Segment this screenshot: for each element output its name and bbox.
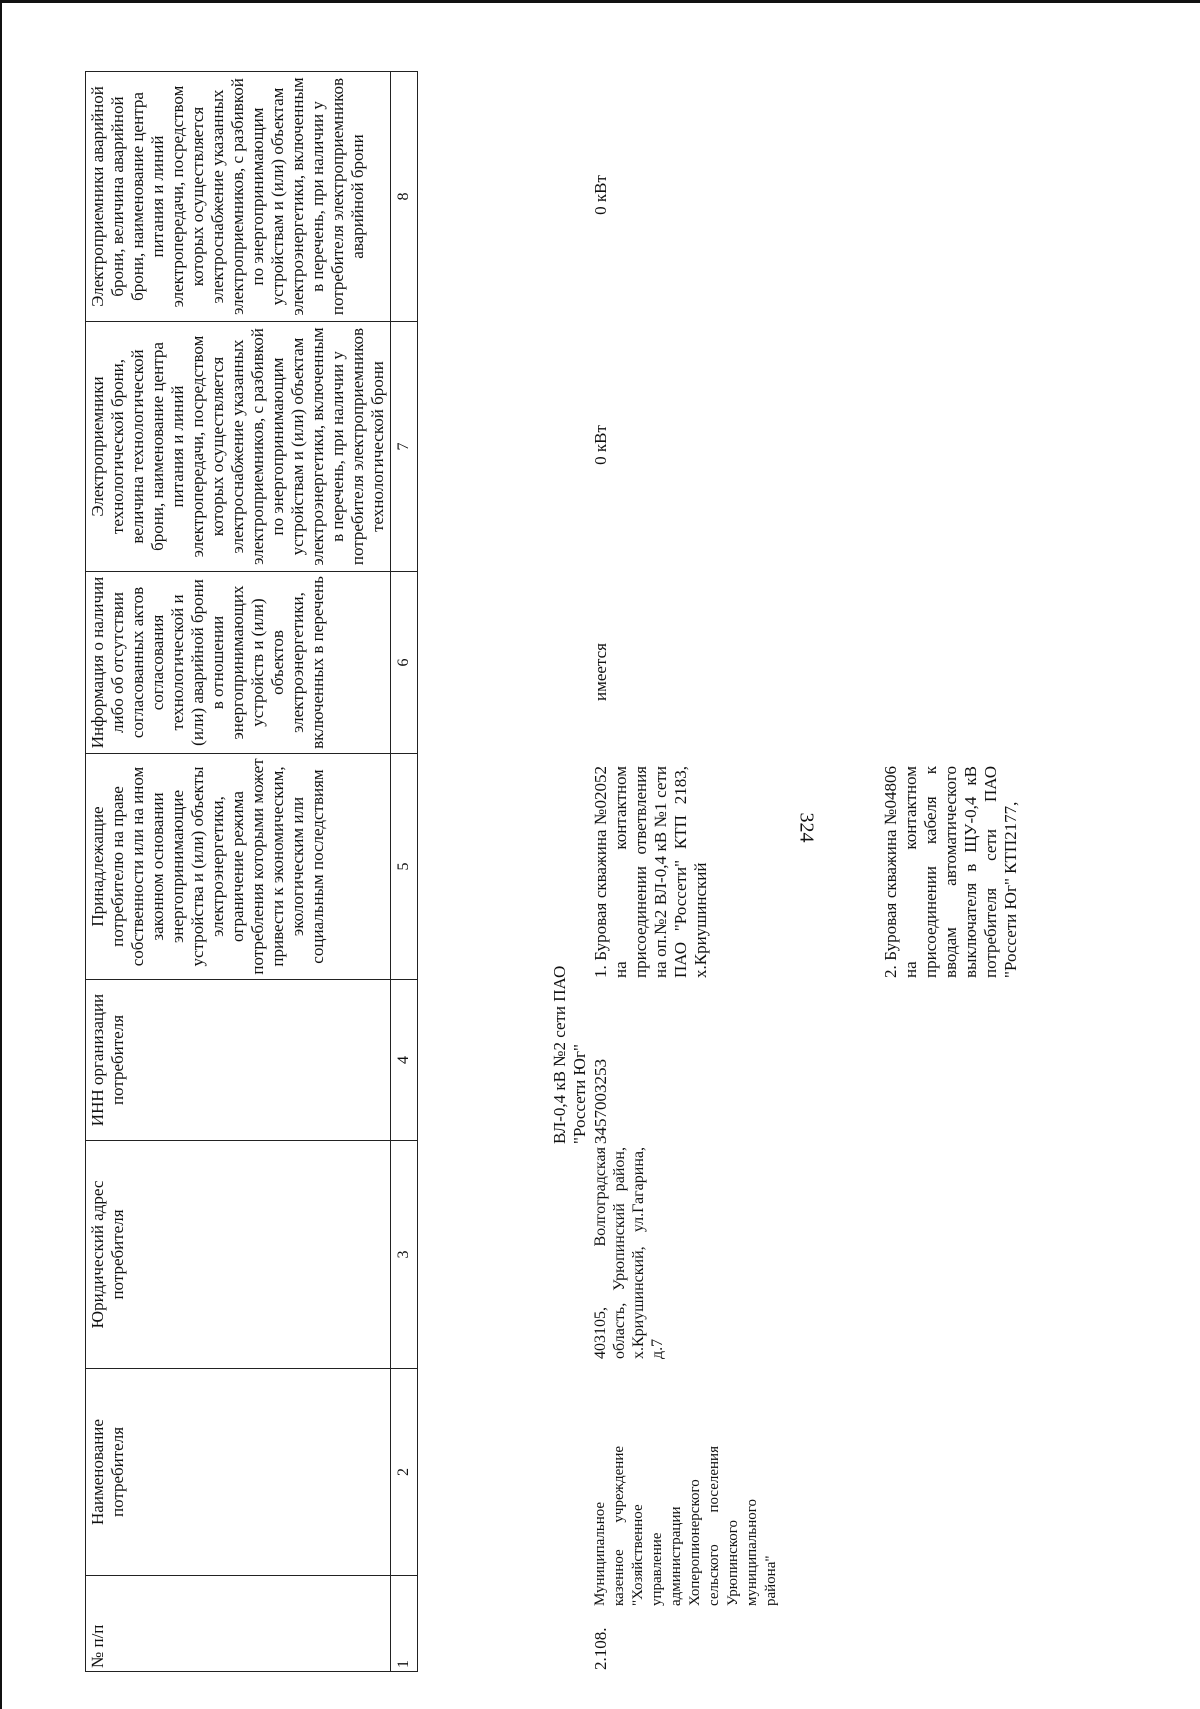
col-header-address: Юридический адрес потребителя [86,1141,391,1369]
scan-edge-top [0,0,1200,3]
col-header-num: № п/п [86,1576,391,1672]
col-number: 2 [391,1369,418,1576]
scan-edge-left [0,0,2,1709]
rotated-page [85,52,1195,1672]
col-number: 4 [391,980,418,1141]
row-number: 2.108. [591,1627,610,1670]
header-row [86,72,391,1672]
col-header-tech-bron: Электроприемники технологической брони, величина технологической брони, наименование центра питания и линий электропередачи, посредством которых осуществляется электроснабжение указанных электроприемников, с разбивкой по энергопринимающим устройствам и (или) объектам электроэнергетики, включенным в перечень, при наличии у потребителя электроприемников технологической брони [86,322,391,572]
consumer-name: Муниципальное казенное учреждение "Хозяйственное управление администрации Хоперопионерского сельского поселения Урюпинского муниципального района" [592,1446,779,1606]
consumer-address: 403105, Волгоградская область, Урюпинский район, х.Криушинский, ул.Гагарина, д.7 [592,1147,666,1359]
col-header-objects: Принадлежащие потребителю на праве собственности или на ином законном основании энергопринимающие устройства и (или) объекты электроэнергетики, ограничение режима потребления которыми может привести к экономическим, экологическим или социальным последствиям [86,754,391,980]
carryover-text: ВЛ-0,4 кВ №2 сети ПАО "Россети Юг" [550,965,589,1144]
col-header-inn: ИНН организации потребителя [86,980,391,1141]
tech-bron-value: 0 кВт [591,425,610,465]
page-number: 324 [795,812,818,843]
col-number: 6 [391,572,418,754]
col-number: 1 [391,1576,418,1672]
col-number: 7 [391,322,418,572]
col-header-acts: Информация о наличии либо об отсутствии согласованных актов согласования технологической и (или) аварийной брони в отношении энергопринимающих устройств и (или) объектов электроэнергетики, включенных в перечень [86,572,391,754]
col-header-avar-bron: Электроприемники аварийной брони, величина аварийной брони, наименование центра питания и линий электропередачи, посредством которых осуществляется электроснабжение указанных электроприемников, с разбивкой по энергопринимающим устройствам и (или) объектам электроэнергетики, включенным в перечень, при наличии у потребителя электроприемников аварийной брони [86,72,391,322]
consumer-inn: 3457003253 [591,1059,610,1144]
header-table [85,71,418,1672]
col-number: 5 [391,754,418,980]
col-number: 8 [391,72,418,322]
col-number: 3 [391,1141,418,1369]
acts-status: имеется [591,643,610,701]
column-number-row [391,72,418,1672]
avar-bron-value: 0 кВт [591,175,610,215]
col-header-name: Наименование потребителя [86,1369,391,1576]
object-item: 2. Буровая скважина №04806 на контактном присоединении кабеля к вводам автоматического выключателя в ЩУ-0,4 кВ потребителя сети ПАО "Россети Юг" КТП2177, [881,766,1020,978]
object-item: 1. Буровая скважина №02052 на контактном присоединении ответвления на оп.№2 ВЛ-0,4 кВ №1 сети ПАО "Россети" КТП 2183, х.Криушинский [591,766,710,978]
